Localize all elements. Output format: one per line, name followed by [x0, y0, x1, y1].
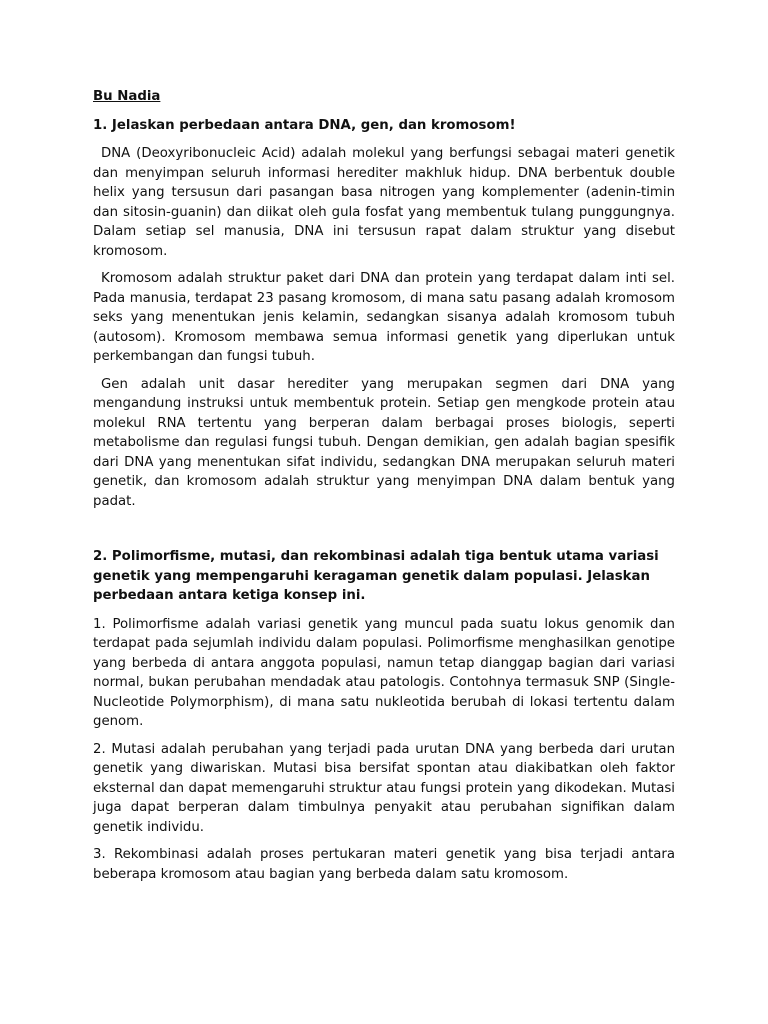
- section-spacer: [93, 519, 675, 547]
- author-name: Bu Nadia: [93, 89, 161, 104]
- answer-1-gen-paragraph: Gen adalah unit dasar herediter yang merupakan segmen dari DNA yang mengandung instruksi untuk membentuk protein. Setiap gen mengkode protein atau molekul RNA tertentu yang berperan dalam berbagai proses biologis, seperti metabolisme dan regulasi fungsi tubuh. Dengan demikian, gen adalah bagian spesifik dari DNA yang menentukan sifat individu, sedangkan DNA merupakan seluruh materi genetik, dan kromosom adalah struktur yang menyimpan DNA dalam bentuk yang padat.: [93, 376, 675, 509]
- answer-2-rekombinasi-paragraph: 3. Rekombinasi adalah proses pertukaran materi genetik yang bisa terjadi antara beberapa kromosom atau bagian yang berbeda dalam satu kromosom.: [93, 847, 675, 882]
- answer-1-dna-paragraph: DNA (Deoxyribonucleic Acid) adalah molekul yang berfungsi sebagai materi genetik dan menyimpan seluruh informasi herediter makhluk hidup. DNA berbentuk double helix yang tersusun dari pasangan basa nitrogen yang komplementer (adenin-timin dan sitosin-guanin) dan diikat oleh gula fosfat yang membentuk tulang punggungnya. Dalam setiap sel manusia, DNA ini tersusun rapat dalam struktur yang disebut kromosom.: [93, 146, 675, 259]
- answer-1-kromosom-paragraph: Kromosom adalah struktur paket dari DNA dan protein yang terdapat dalam inti sel. Pada manusia, terdapat 23 pasang kromosom, di mana satu pasang adalah kromosom seks yang menentukan jenis kelamin, sedangkan sisanya adalah kromosom tubuh (autosom). Kromosom membawa semua informasi genetik yang diperlukan untuk perkembangan dan fungsi tubuh.: [93, 271, 675, 364]
- answer-2-polimorfisme-paragraph: 1. Polimorfisme adalah variasi genetik yang muncul pada suatu lokus genomik dan terdapat pada sejumlah individu dalam populasi. Polimorfisme menghasilkan genotipe yang berbeda di antara anggota populasi, namun tetap dianggap bagian dari variasi normal, bukan perubahan mendadak atau patologis. Contohnya termasuk SNP (Single-Nucleotide Polymorphism), di mana satu nukleotida berubah di lokasi tertentu dalam genom.: [93, 616, 675, 729]
- question-2: 2. Polimorfisme, mutasi, dan rekombinasi adalah tiga bentuk utama variasi genetik yang mempengaruhi keragaman genetik dalam populasi. Jelaskan perbedaan antara ketiga konsep ini.: [93, 549, 659, 603]
- question-1: 1. Jelaskan perbedaan antara DNA, gen, dan kromosom!: [93, 117, 516, 133]
- answer-2-mutasi-paragraph: 2. Mutasi adalah perubahan yang terjadi pada urutan DNA yang berbeda dari urutan genetik yang diwariskan. Mutasi bisa bersifat spontan atau diakibatkan oleh faktor eksternal dan dapat memengaruhi struktur atau fungsi protein yang dikodekan. Mutasi juga dapat berperan dalam timbulnya penyakit atau perubahan signifikan dalam genetik individu.: [93, 741, 675, 835]
- document-page: [93, 87, 675, 892]
